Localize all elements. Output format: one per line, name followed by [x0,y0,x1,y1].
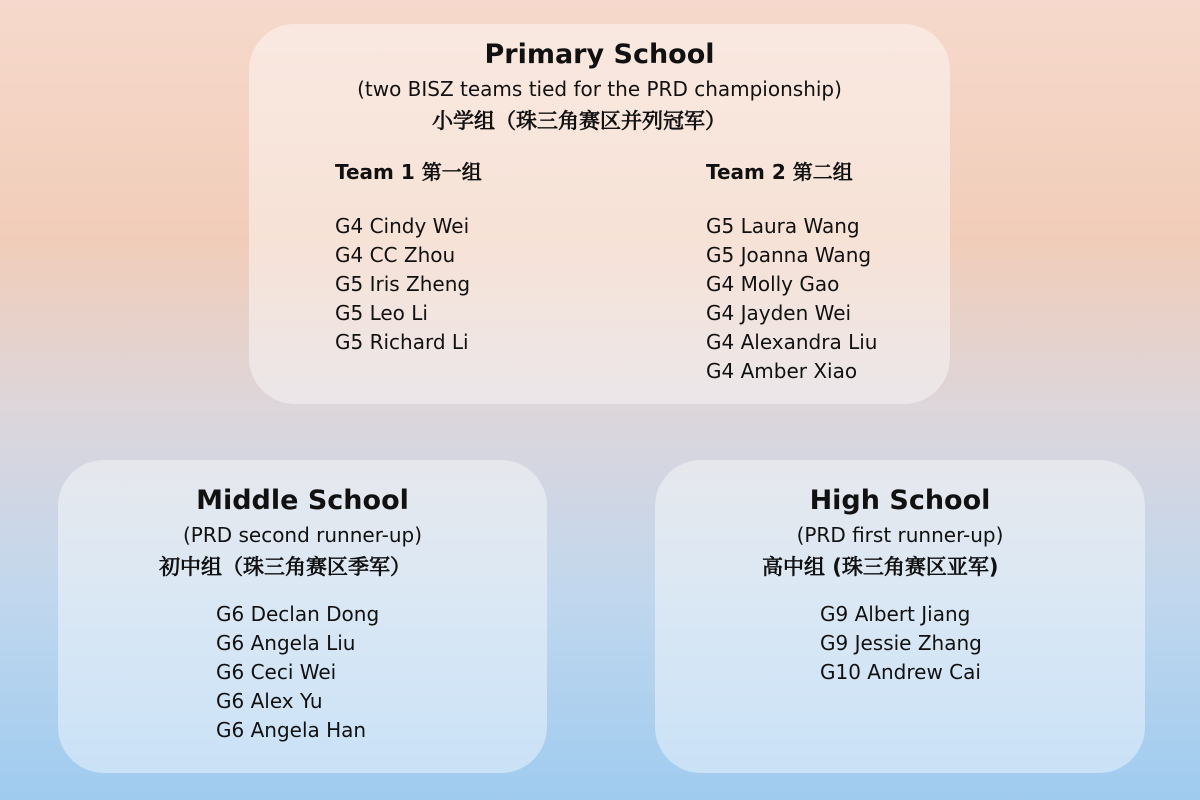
team-1-heading: Team 1 第一组 [335,160,482,184]
list-item: G5 Iris Zheng [335,272,471,296]
middle-school-subtitle: (PRD second runner-up) [182,523,423,547]
list-item: G4 Alexandra Liu [706,330,878,354]
team-1-member-list [335,212,470,357]
list-item: G6 Declan Dong [216,602,380,626]
high-school-subtitle: (PRD first runner-up) [796,523,1004,547]
high-school-title: High School [809,485,991,516]
list-item: G5 Leo Li [335,301,428,325]
team-2-heading: Team 2 第二组 [706,160,853,184]
list-item: G4 Jayden Wei [706,301,852,325]
high-school-card [655,460,1145,773]
list-item: G4 Cindy Wei [335,214,470,238]
list-item: G5 Laura Wang [706,214,860,238]
middle-school-title: Middle School [196,485,409,516]
list-item: G9 Albert Jiang [820,602,971,626]
primary-school-subtitle: (two BISZ teams tied for the PRD championship) [357,77,842,101]
middle-school-member-list [216,600,379,745]
list-item: G5 Joanna Wang [706,243,872,267]
team-2-member-list [706,212,877,386]
list-item: G9 Jessie Zhang [820,631,982,655]
list-item: G6 Angela Han [216,718,367,742]
list-item: G4 Molly Gao [706,272,840,296]
high-school-chinese-title: 高中组 (珠三角赛区亚军) [762,555,999,579]
list-item: G6 Alex Yu [216,689,323,713]
list-item: G6 Angela Liu [216,631,356,655]
primary-school-title: Primary School [484,39,715,70]
middle-school-chinese-title: 初中组（珠三角赛区季军） [159,555,411,579]
high-school-member-list [820,600,982,687]
middle-school-card [58,460,547,773]
list-item: G6 Ceci Wei [216,660,337,684]
list-item: G10 Andrew Cai [820,660,981,684]
primary-school-chinese-title: 小学组（珠三角赛区并列冠军） [432,109,726,133]
list-item: G5 Richard Li [335,330,469,354]
list-item: G4 CC Zhou [335,243,456,267]
list-item: G4 Amber Xiao [706,359,858,383]
primary-school-card [249,24,950,404]
